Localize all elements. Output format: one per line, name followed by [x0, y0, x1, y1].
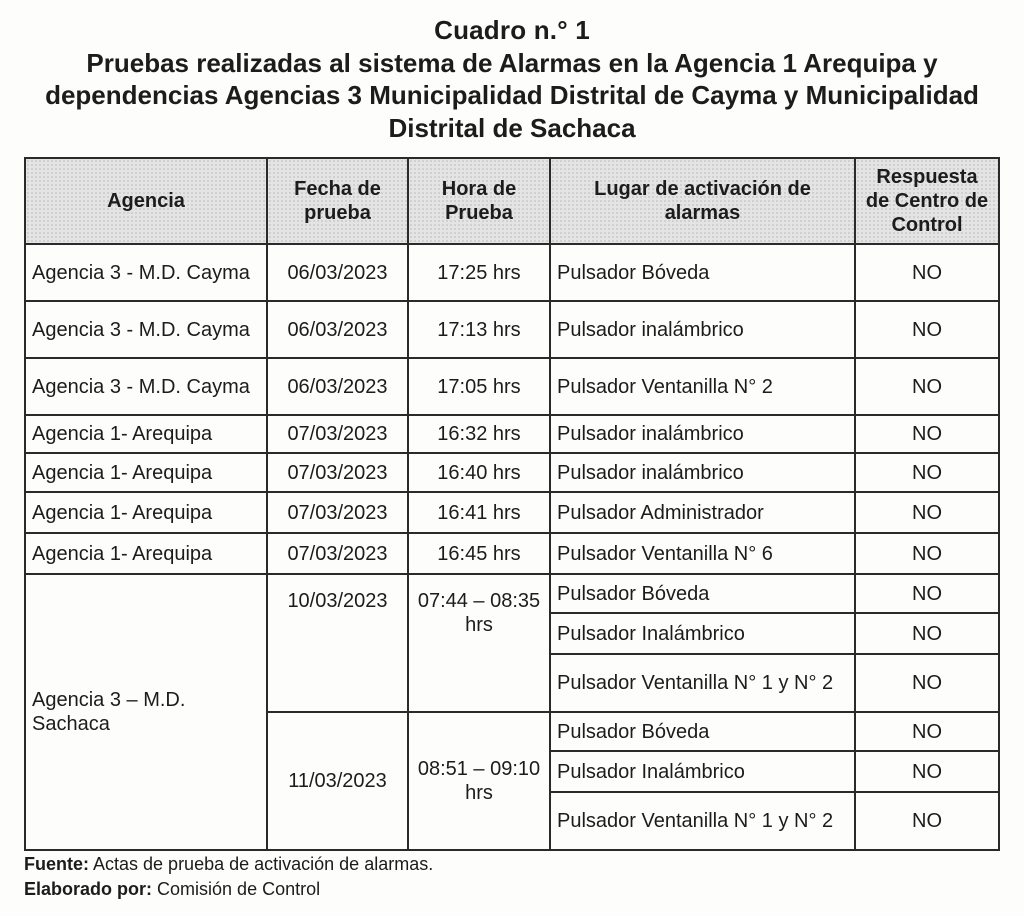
elaborado-label: Elaborado por:: [24, 879, 153, 900]
cell-respuesta: NO: [855, 358, 999, 415]
cell-agencia-sachaca: Agencia 3 – M.D. Sachaca: [25, 574, 267, 850]
table-row: [25, 492, 999, 533]
title-block: [0, 14, 1024, 144]
cell-agencia: Agencia 1- Arequipa: [25, 492, 267, 533]
cell-respuesta: NO: [855, 301, 999, 358]
cell-respuesta: NO: [855, 533, 999, 574]
table-row: [25, 244, 999, 301]
cell-lugar: Pulsador inalámbrico: [550, 301, 855, 358]
cell-hora: 17:25 hrs: [408, 244, 550, 301]
table-heading: Cuadro n.° 1: [434, 15, 590, 45]
table-row: [25, 301, 999, 358]
cell-respuesta: NO: [855, 244, 999, 301]
table-row: [25, 453, 999, 492]
cell-fecha: 11/03/2023: [267, 712, 408, 850]
cell-lugar: Pulsador Administrador: [550, 492, 855, 533]
cell-fecha: 06/03/2023: [267, 244, 408, 301]
table-row: [25, 574, 999, 613]
alarm-tests-table: [24, 157, 1000, 851]
cell-hora: 17:13 hrs: [408, 301, 550, 358]
cell-agencia: Agencia 3 - M.D. Cayma: [25, 301, 267, 358]
cell-fecha: 06/03/2023: [267, 301, 408, 358]
cell-respuesta: NO: [855, 654, 999, 712]
cell-lugar: Pulsador inalámbrico: [550, 453, 855, 492]
cell-hora: 16:32 hrs: [408, 415, 550, 453]
table-subtitle: Pruebas realizadas al sistema de Alarmas en la Agencia 1 Arequipa y dependencias Agencias 3 Municipalidad Distrital de Cayma y Municipalidad Distrital de Sachaca: [45, 47, 979, 143]
header-hora: Hora de Prueba: [408, 158, 550, 244]
cell-agencia: Agencia 1- Arequipa: [25, 453, 267, 492]
cell-lugar: Pulsador Ventanilla N° 1 y N° 2: [550, 792, 855, 850]
header-agencia: Agencia: [25, 158, 267, 244]
table-row: [25, 358, 999, 415]
cell-lugar: Pulsador Bóveda: [550, 712, 855, 751]
table-row: [25, 533, 999, 574]
cell-lugar: Pulsador Ventanilla N° 6: [550, 533, 855, 574]
cell-respuesta: NO: [855, 453, 999, 492]
cell-lugar: Pulsador Bóveda: [550, 574, 855, 613]
cell-agencia: Agencia 3 - M.D. Cayma: [25, 244, 267, 301]
cell-agencia: Agencia 3 - M.D. Cayma: [25, 358, 267, 415]
cell-lugar: Pulsador Bóveda: [550, 244, 855, 301]
cell-respuesta: NO: [855, 712, 999, 751]
cell-lugar: Pulsador Ventanilla N° 1 y N° 2: [550, 654, 855, 712]
cell-hora: 16:41 hrs: [408, 492, 550, 533]
cell-respuesta: NO: [855, 574, 999, 613]
cell-lugar: Pulsador Ventanilla N° 2: [550, 358, 855, 415]
cell-fecha: 07/03/2023: [267, 415, 408, 453]
footer-author: [24, 877, 433, 902]
cell-hora: 08:51 – 09:10 hrs: [408, 712, 550, 850]
cell-respuesta: NO: [855, 492, 999, 533]
cell-respuesta: NO: [855, 751, 999, 792]
cell-lugar: Pulsador inalámbrico: [550, 415, 855, 453]
cell-respuesta: NO: [855, 613, 999, 654]
cell-agencia: Agencia 1- Arequipa: [25, 415, 267, 453]
header-respuesta: Respuesta de Centro de Control: [855, 158, 999, 244]
cell-respuesta: NO: [855, 792, 999, 850]
cell-hora: 16:45 hrs: [408, 533, 550, 574]
fuente-label: Fuente:: [24, 854, 89, 874]
cell-lugar: Pulsador Inalámbrico: [550, 613, 855, 654]
table-footer: [24, 852, 433, 902]
cell-fecha: 07/03/2023: [267, 492, 408, 533]
footer-source: [24, 852, 433, 877]
header-row: [25, 158, 999, 244]
cell-respuesta: NO: [855, 415, 999, 453]
cell-agencia: Agencia 1- Arequipa: [25, 533, 267, 574]
table-row: [25, 415, 999, 453]
cell-fecha: 06/03/2023: [267, 358, 408, 415]
cell-hora: 16:40 hrs: [408, 453, 550, 492]
header-fecha: Fecha de prueba: [267, 158, 408, 244]
cell-lugar: Pulsador Inalámbrico: [550, 751, 855, 792]
cell-hora: 17:05 hrs: [408, 358, 550, 415]
fuente-text: Actas de prueba de activación de alarmas.: [93, 854, 434, 874]
cell-hora: 07:44 – 08:35 hrs: [408, 574, 550, 712]
header-lugar: Lugar de activación de alarmas: [550, 158, 855, 244]
elaborado-text: Comisión de Control: [157, 879, 321, 900]
cell-fecha: 07/03/2023: [267, 533, 408, 574]
cell-fecha: 10/03/2023: [267, 574, 408, 712]
cell-fecha: 07/03/2023: [267, 453, 408, 492]
